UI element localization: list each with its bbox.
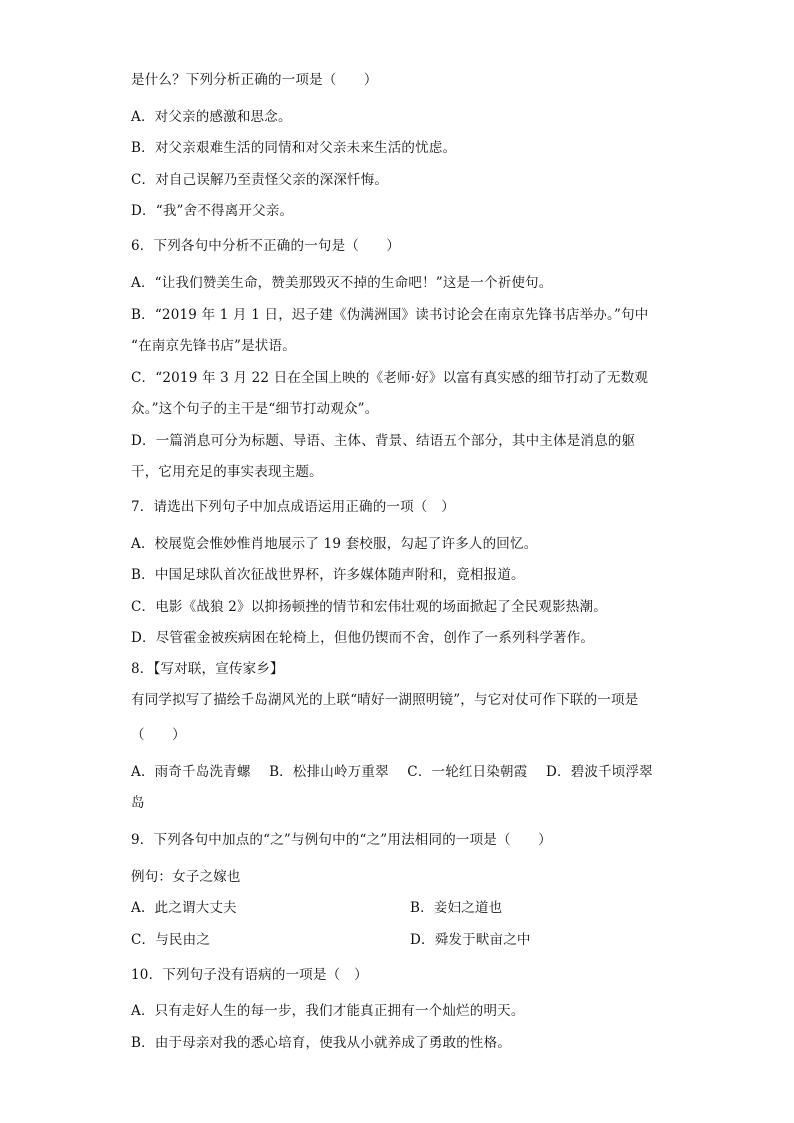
q10-stem: 10．下列句子没有语病的一项是（ ）: [131, 967, 368, 983]
q10-option-b: B．由于母亲对我的悉心培育，使我从小就养成了勇敢的性格。: [131, 1035, 512, 1051]
q8-option-d: D．碧波千顷浮翠: [545, 764, 653, 780]
q9-stem: 9．下列各句中加点的“之”与例句中的“之”用法相同的一项是（ ）: [131, 832, 552, 848]
q8-option-c: C．一轮红日染朝霞: [407, 764, 528, 780]
q5-option-c: C．对自己误解乃至责怪父亲的深深忏悔。: [131, 172, 389, 188]
q8-option-d-wrap: 岛: [131, 795, 145, 811]
q5-option-d: D．“我”舍不得离开父亲。: [131, 203, 294, 219]
q6-option-d-line2: 干，它用充足的事实表现主题。: [131, 464, 323, 480]
q9-option-a: A．此之谓大丈夫: [131, 900, 237, 916]
q5-option-b: B．对父亲艰难生活的同情和对父亲未来生活的忧虑。: [131, 140, 457, 156]
q9-option-b: B．妾妇之道也: [410, 900, 503, 916]
q7-stem: 7．请选出下列句子中加点成语运用正确的一项（ ）: [131, 499, 455, 515]
q10-option-a: A．只有走好人生的每一步，我们才能真正拥有一个灿烂的明天。: [131, 1003, 525, 1019]
q6-option-d-line1: D．一篇消息可分为标题、导语、主体、背景、结语五个部分，其中主体是消息的躯: [131, 433, 636, 449]
q6-option-a: A．“让我们赞美生命，赞美那毁灭不掉的生命吧！”这是一个祈使句。: [131, 275, 553, 291]
q8-answer-bracket: （ ）: [131, 727, 186, 743]
q7-option-c: C．电影《战狼 2》以抑扬顿挫的情节和宏伟壮观的场面掀起了全民观影热潮。: [131, 599, 607, 615]
q8-stem: 有同学拟写了描绘千岛湖风光的上联“晴好一湖照明镜”，与它对仗可作下联的一项是: [131, 692, 639, 708]
q8-heading: 8．【写对联，宣传家乡】: [131, 661, 284, 677]
q5-stem-tail: 是什么？下列分析正确的一项是（ ）: [131, 72, 378, 88]
q5-option-a: A．对父亲的感激和思念。: [131, 109, 292, 125]
q7-option-d: D．尽管霍金被疾病困在轮椅上，但他仍锲而不舍，创作了一系列科学著作。: [131, 630, 595, 646]
q9-option-d: D．舜发于畎亩之中: [410, 932, 531, 948]
q6-option-c-line2: 众。”这个句子的主干是“细节打动观众”。: [131, 401, 379, 417]
q7-option-a: A．校展览会惟妙惟肖地展示了 19 套校服，勾起了许多人的回忆。: [131, 536, 538, 552]
q7-option-b: B．中国足球队首次征战世界杯，许多媒体随声附和，竟相报道。: [131, 567, 525, 583]
q8-option-a: A．雨奇千岛洗青螺: [131, 764, 251, 780]
q9-options-row2: [131, 930, 731, 950]
q6-option-b-line1: B．“2019 年 1 月 1 日，迟子建《伪满洲国》读书讨论会在南京先锋书店举办。”句中: [131, 307, 649, 323]
q6-option-c-line1: C．“2019 年 3 月 22 日在全国上映的《老师·好》以富有真实感的细节打动了无数观: [131, 370, 649, 386]
q6-option-b-line2: “在南京先锋书店”是状语。: [131, 338, 296, 354]
q6-stem: 6．下列各句中分析不正确的一句是（ ）: [131, 238, 401, 254]
q9-option-c: C．与民由之: [131, 932, 211, 948]
q8-option-b: B．松排山岭万重翠: [269, 764, 389, 780]
q9-example: 例句：女子之嫁也: [131, 869, 241, 885]
q9-options-row1: [131, 898, 731, 918]
q8-options-row: [131, 762, 653, 782]
